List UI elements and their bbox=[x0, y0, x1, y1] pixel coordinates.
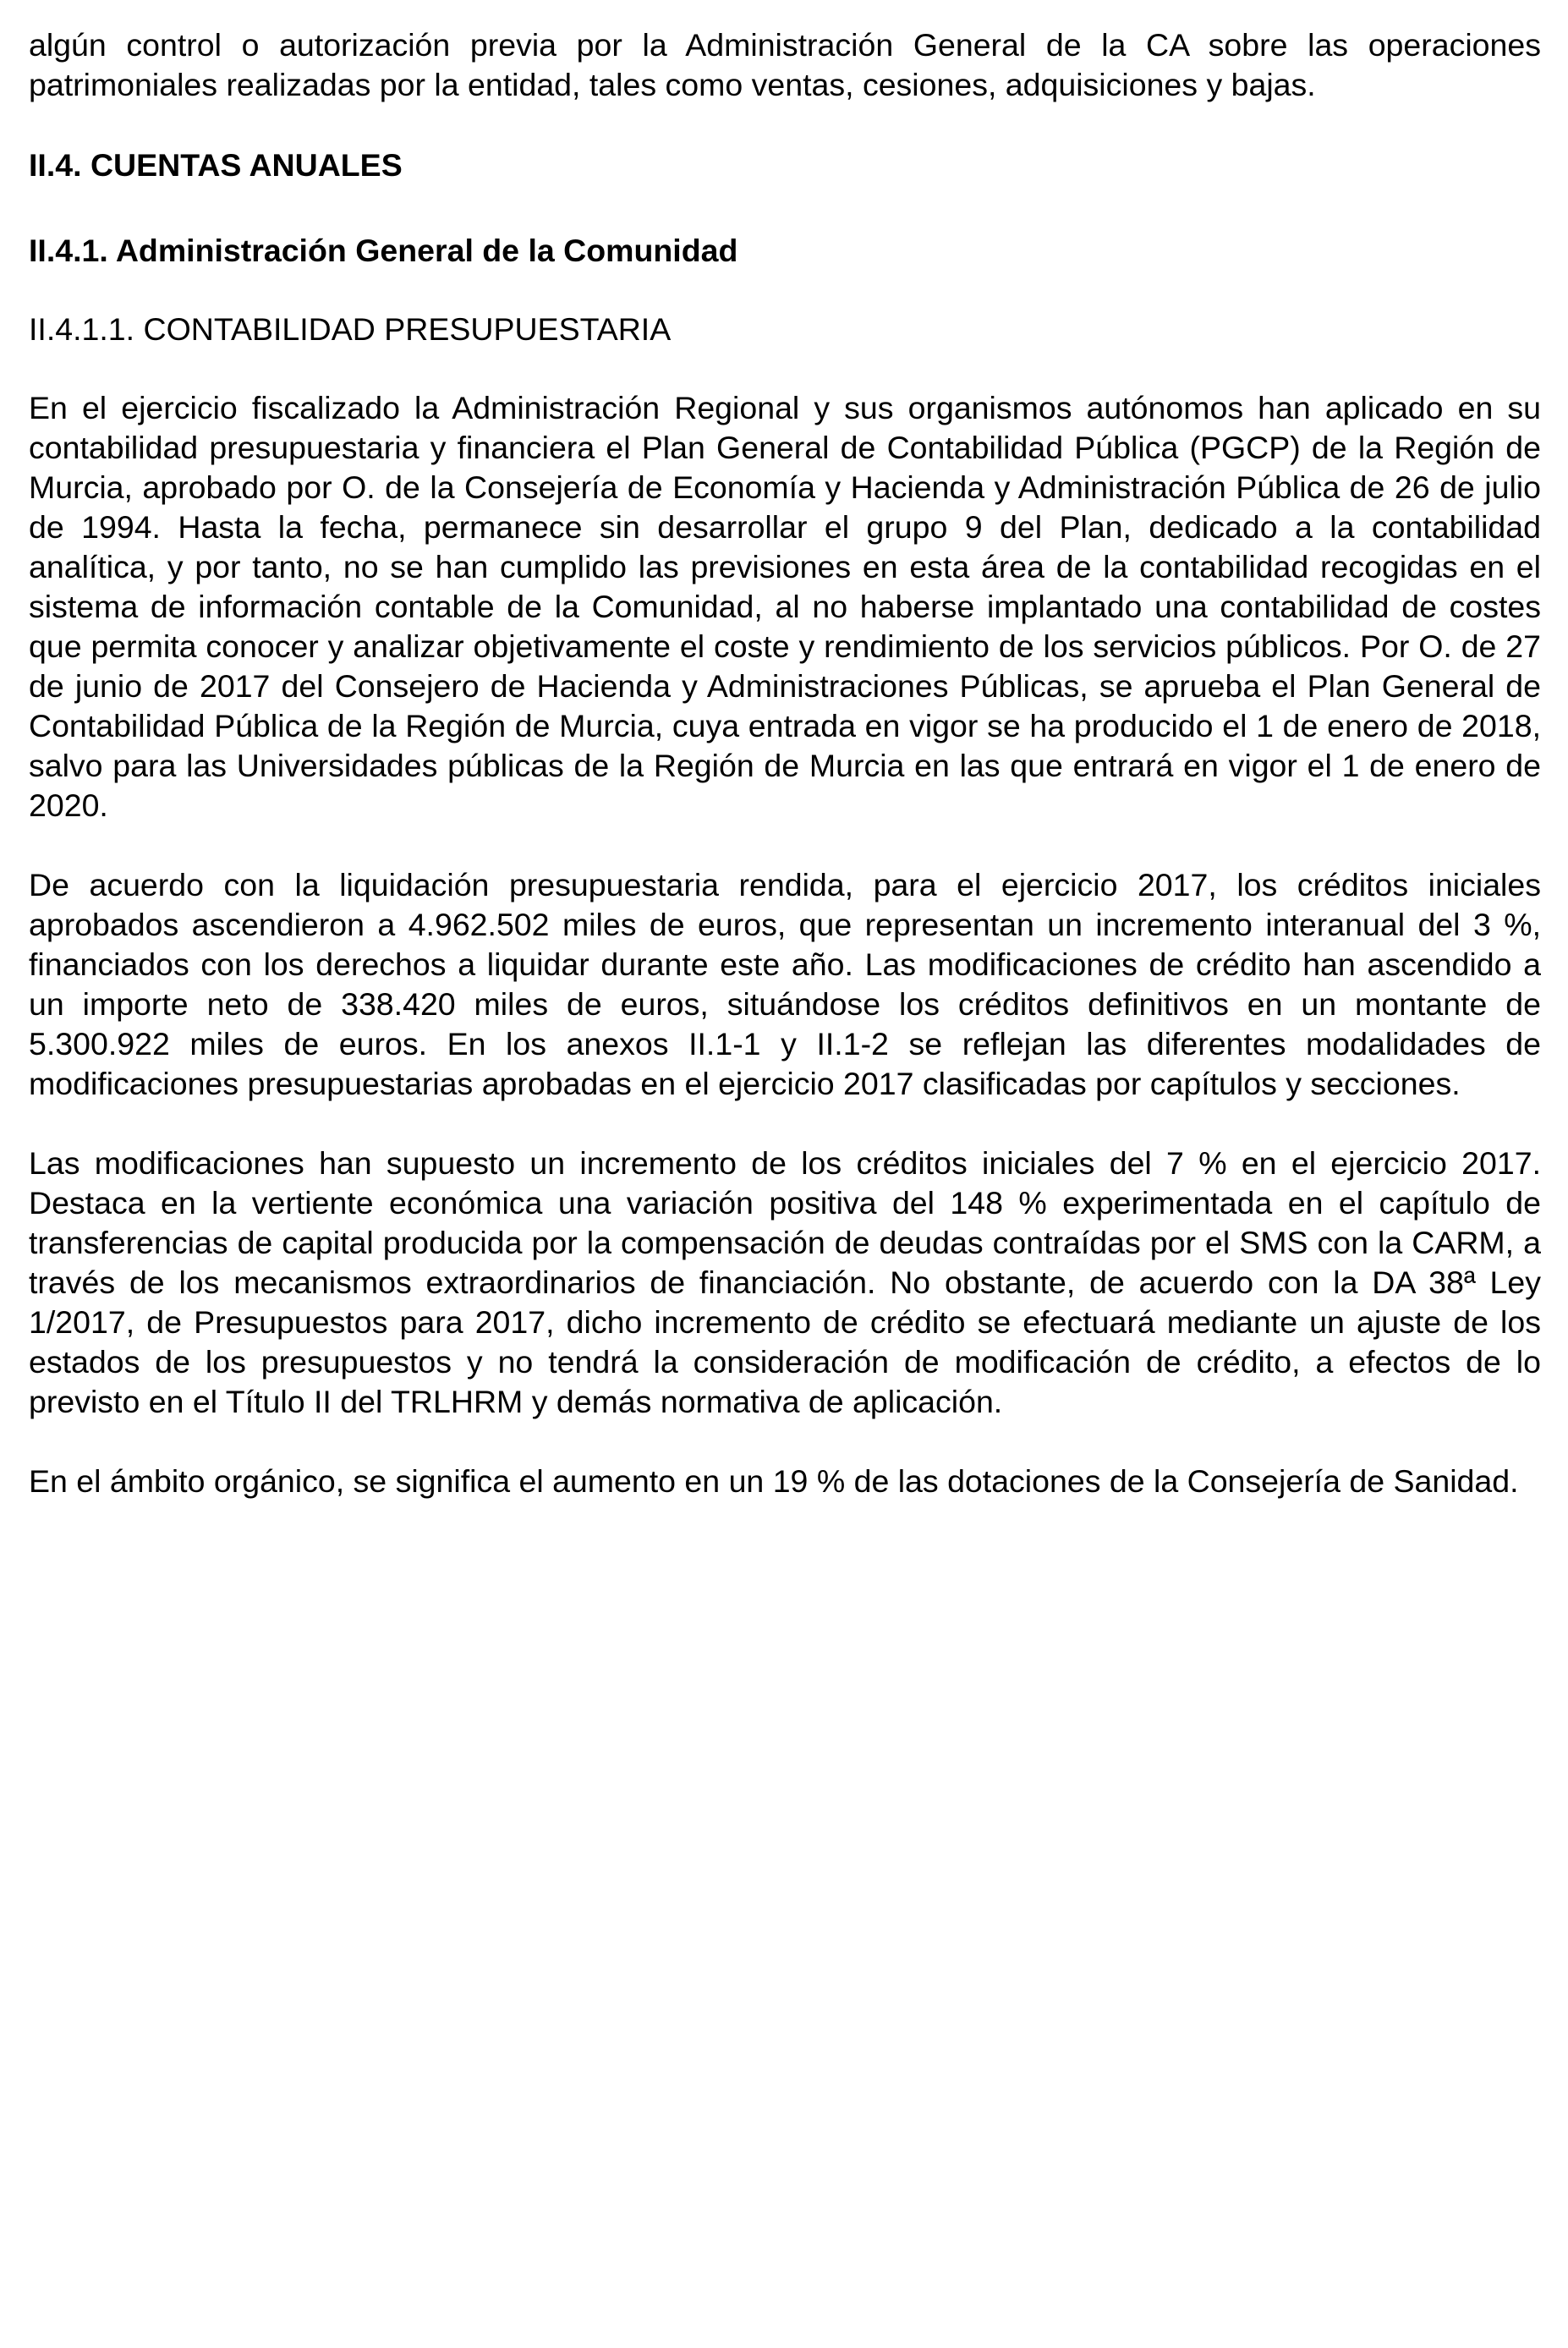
subsection-heading: II.4.1. Administración General de la Comunidad bbox=[29, 233, 738, 268]
intro-paragraph: algún control o autorización previa por la Administración General de la CA sobre las operaciones patrimoniales realizadas por la entidad, tales como ventas, cesiones, adquisiciones y bajas. bbox=[29, 27, 1541, 102]
body-paragraph-pgcp: En el ejercicio fiscalizado la Administración Regional y sus organismos autónomos han aplicado en su contabilidad presupuestaria y financiera el Plan General de Contabilidad Pública (PGCP) de la Región de Murcia, aprobado por O. de la Consejería de Economía y Hacienda y Administración Pública de 26 de julio de 1994. Hasta la fecha, permanece sin desarrollar el grupo 9 del Plan, dedicado a la contabilidad analítica, y por tanto, no se han cumplido las previsiones en esta área de la contabilidad recogidas en el sistema de información contable de la Comunidad, al no haberse implantado una contabilidad de costes que permita conocer y analizar objetivamente el coste y rendimiento de los servicios públicos. Por O. de 27 de junio de 2017 del Consejero de Hacienda y Administraciones Públicas, se aprueba el Plan General de Contabilidad Pública de la Región de Murcia, cuya entrada en vigor se ha producido el 1 de enero de 2018, salvo para las Universidades públicas de la Región de Murcia en las que entrará en vigor el 1 de enero de 2020. bbox=[29, 390, 1541, 823]
body-paragraph-modificaciones: Las modificaciones han supuesto un incremento de los créditos iniciales del 7 % en el ejercicio 2017. Destaca en la vertiente económica una variación positiva del 148 % experimentada en el capítulo de transferencias de capital producida por la compensación de deudas contraídas por el SMS con la CARM, a través de los mecanismos extraordinarios de financiación. No obstante, de acuerdo con la DA 38ª Ley 1/2017, de Presupuestos para 2017, dicho incremento de crédito se efectuará mediante un ajuste de los estados de los presupuestos y no tendrá la consideración de modificación de crédito, a efectos de lo previsto en el Título II del TRLHRM y demás normativa de aplicación. bbox=[29, 1145, 1541, 1419]
body-paragraph-organico: En el ámbito orgánico, se significa el aumento en un 19 % de las dotaciones de la Consejería de Sanidad. bbox=[29, 1463, 1519, 1499]
body-paragraph-liquidacion: De acuerdo con la liquidación presupuestaria rendida, para el ejercicio 2017, los créditos iniciales aprobados ascendieron a 4.962.502 miles de euros, que representan un incremento interanual del 3 %, financiados con los derechos a liquidar durante este año. Las modificaciones de crédito han ascendido a un importe neto de 338.420 miles de euros, situándose los créditos definitivos en un montante de 5.300.922 miles de euros. En los anexos II.1-1 y II.1-2 se reflejan las diferentes modalidades de modificaciones presupuestarias aprobadas en el ejercicio 2017 clasificadas por capítulos y secciones. bbox=[29, 867, 1541, 1101]
section-heading: II.4. CUENTAS ANUALES bbox=[29, 147, 403, 183]
subsubsection-heading: II.4.1.1. CONTABILIDAD PRESUPUESTARIA bbox=[29, 311, 672, 347]
document-page bbox=[29, 25, 1541, 1541]
